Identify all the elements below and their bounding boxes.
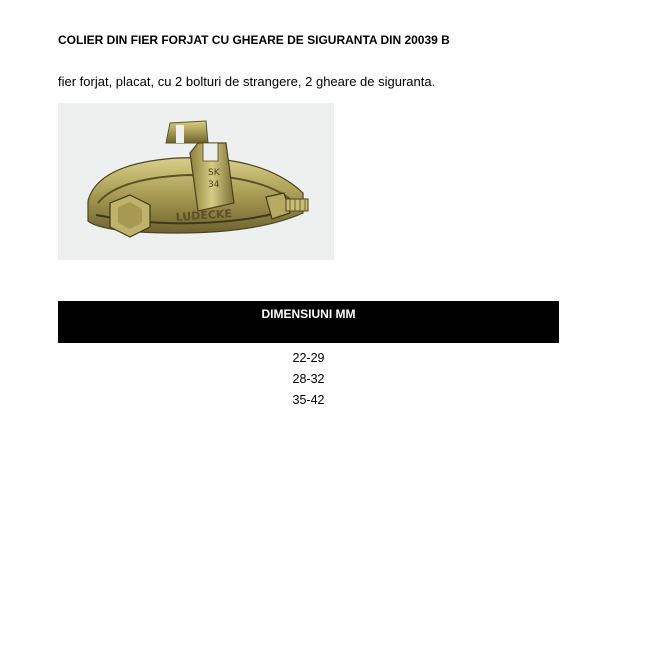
stamp-top-text: SK bbox=[208, 168, 220, 178]
product-description: fier forjat, placat, cu 2 bolturi de strangere, 2 gheare de siguranta. bbox=[58, 74, 436, 89]
stamp-size-text: 34 bbox=[208, 180, 220, 190]
dimension-row: 35-42 bbox=[292, 393, 325, 407]
dimension-row: 28-32 bbox=[292, 372, 325, 386]
stamp-brand-text: LUDECKE bbox=[175, 207, 233, 224]
page-title: COLIER DIN FIER FORJAT CU GHEARE DE SIGURANTA DIN 20039 B bbox=[58, 33, 450, 47]
clamp-illustration bbox=[58, 103, 334, 260]
dimensions-rows bbox=[58, 348, 559, 411]
dimensions-header: DIMENSIUNI MM bbox=[58, 301, 559, 343]
dimensions-table bbox=[58, 301, 559, 411]
product-image bbox=[58, 103, 334, 260]
dimension-row: 22-29 bbox=[292, 351, 325, 365]
